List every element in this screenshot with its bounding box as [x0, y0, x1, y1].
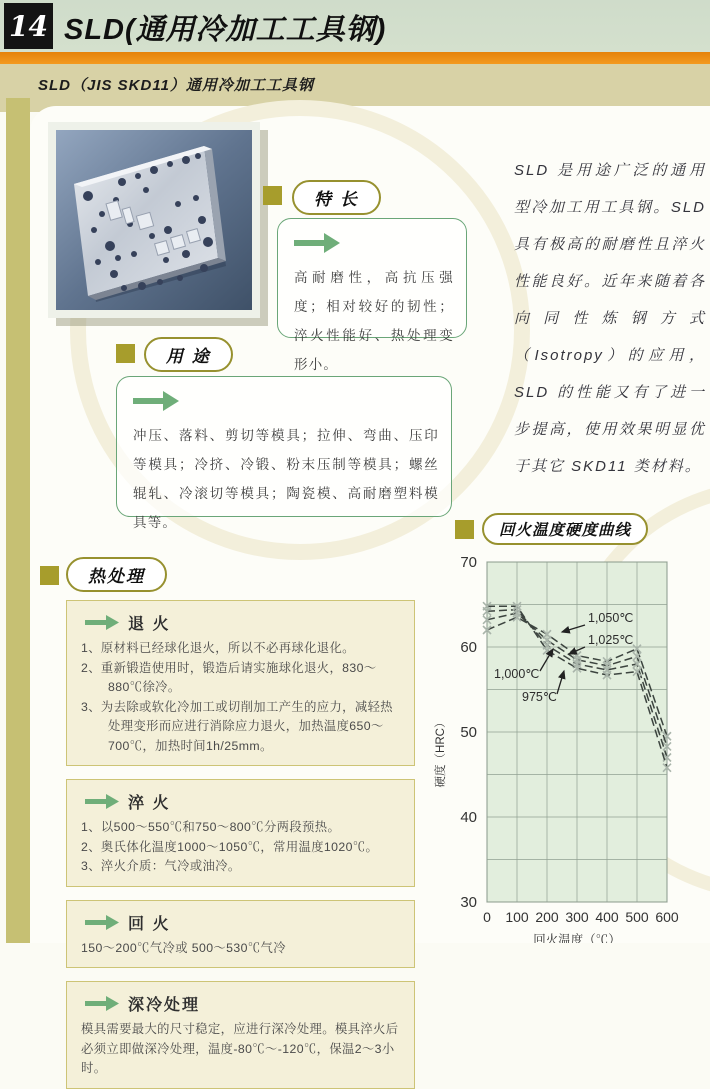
heat-treatment-box-2	[66, 779, 415, 887]
heat-treatment-line: 模具需要最大的尺寸稳定，应进行深冷处理。模具淬火后必须立即做深冷处理，温度-80℃～-120℃，保温2～3小时。	[81, 1022, 399, 1075]
uses-box	[116, 376, 452, 530]
svg-text:1,000℃: 1,000℃	[494, 667, 540, 681]
svg-text:500: 500	[625, 909, 649, 925]
svg-text:400: 400	[595, 909, 619, 925]
heat-treatment-line: 1、以500～550℃和750～800℃分两段预热。	[81, 820, 341, 834]
svg-text:0: 0	[483, 909, 491, 925]
svg-text:50: 50	[460, 724, 477, 741]
uses-text: 冲压、落料、剪切等模具；拉伸、弯曲、压印等模具；冷挤、冷锻、粉末压制等模具；螺丝辊轧、冷滚切等模具；陶瓷模、高耐磨塑料模具等。	[133, 428, 439, 530]
heat-treatment-box-4	[66, 981, 415, 1089]
green-arrow-icon	[133, 391, 179, 411]
heat-treatment-line: 2、重新锻造使用时，锻造后请实施球化退火，830～880℃徐冷。	[81, 660, 377, 694]
svg-text:300: 300	[565, 909, 589, 925]
svg-text:30: 30	[460, 894, 477, 911]
svg-text:70: 70	[460, 554, 477, 571]
svg-text:100: 100	[505, 909, 529, 925]
tempering-hardness-chart	[430, 552, 710, 943]
svg-text:硬度（HRC）: 硬度（HRC）	[435, 716, 447, 788]
chart-bullet	[455, 520, 474, 539]
heat-treatment-line: 3、淬火介质：气冷或油冷。	[81, 859, 241, 873]
heat-treatment-line: 150～200℃气冷或 500～530℃气冷	[81, 940, 286, 955]
heat-treatment-box-title: 淬 火	[85, 790, 402, 813]
heat-treatment-heading: 热处理	[66, 557, 167, 592]
uses-heading: 用 途	[144, 337, 233, 372]
heat-treatment-box-title: 回 火	[85, 911, 402, 934]
heat-treatment-line: 2、奥氏体化温度1000～1050℃，常用温度1020℃。	[81, 839, 379, 854]
intro-paragraph: SLD 是用途广泛的通用型冷加工用工具钢。SLD 具有极高的耐磨性且淬火性能良好。近年来随着各向同性炼钢方式（Isotropy）的应用，SLD 的性能又有了进一步提高，使用效果明显优于其它 SKD11 类材料。	[514, 162, 706, 475]
heat-treatment-line: 1、原材料已经球化退火，所以不必再球化退化。	[81, 641, 355, 655]
features-bullet	[263, 186, 282, 205]
chart-heading: 回火温度硬度曲线	[482, 513, 648, 545]
svg-text:975℃: 975℃	[522, 690, 557, 704]
svg-text:200: 200	[535, 909, 559, 925]
heat-treatment-line: 3、为去除或软化冷加工或切削加工产生的应力，减轻热处理变形而应进行消除应力退火，加热温度650～700℃，加热时间1h/25mm。	[81, 699, 393, 753]
svg-text:600: 600	[655, 909, 679, 925]
heat-treatment-box-3	[66, 900, 415, 969]
heat-treatment-box-title: 退 火	[85, 611, 402, 634]
page-number-box	[4, 3, 53, 49]
steel-plate-illustration	[56, 130, 252, 310]
heat-treatment-section	[66, 600, 415, 1089]
page-subtitle: SLD（JIS SKD11）通用冷加工工具钢	[38, 77, 314, 94]
svg-text:1,050℃: 1,050℃	[588, 611, 634, 625]
heat-treatment-bullet	[40, 566, 59, 585]
green-arrow-icon	[85, 996, 119, 1011]
page-number: 14	[9, 9, 48, 43]
green-arrow-icon	[85, 615, 119, 630]
page-title: SLD(通用冷加工工具钢)	[64, 14, 387, 46]
features-heading: 特 长	[292, 180, 381, 215]
green-arrow-icon	[294, 233, 340, 253]
svg-text:回火温度（℃）: 回火温度（℃）	[533, 933, 621, 943]
orange-divider	[0, 52, 710, 64]
left-accent-strip	[6, 98, 30, 943]
heat-treatment-box-1	[66, 600, 415, 766]
features-text: 高耐磨性，高抗压强度；相对较好的韧性；淬火性能好、热处理变形小。	[294, 270, 454, 372]
green-arrow-icon	[85, 915, 119, 930]
svg-text:60: 60	[460, 639, 477, 656]
svg-text:1,025℃: 1,025℃	[588, 633, 634, 647]
product-photo	[48, 122, 260, 318]
svg-text:40: 40	[460, 809, 477, 826]
uses-bullet	[116, 344, 135, 363]
heat-treatment-box-title: 深冷处理	[85, 992, 402, 1015]
features-box	[277, 218, 467, 372]
green-arrow-icon	[85, 794, 119, 809]
